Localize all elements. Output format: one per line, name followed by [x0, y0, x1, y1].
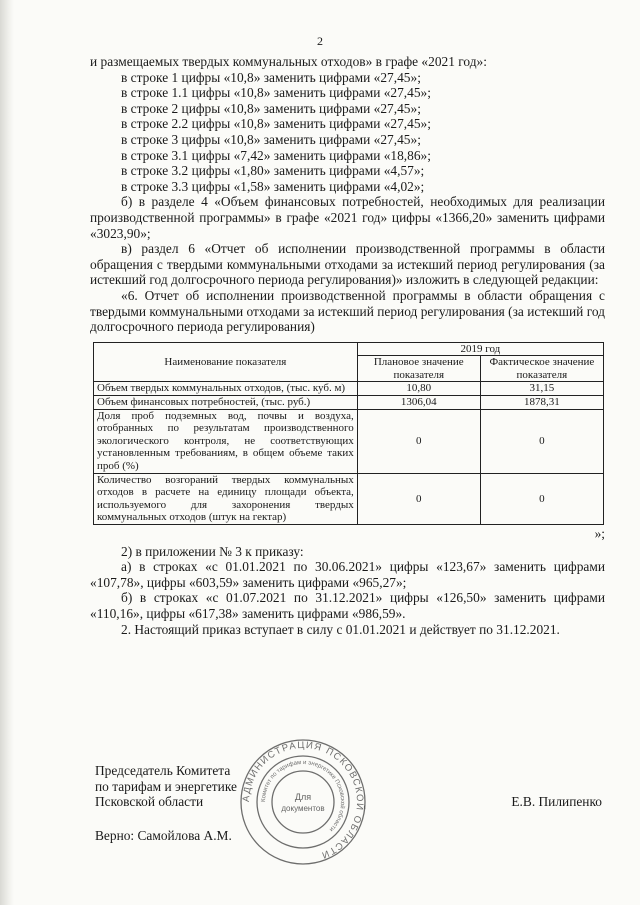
paragraph-9: в строке 3.3 цифры «1,58» заменить цифрами «4,02»; — [121, 178, 425, 194]
table-row — [94, 396, 604, 410]
paragraph-15: б) в строках «с 01.07.2021 по 31.12.2021» цифры «126,50» заменить цифрами «110,16», цифры «617,38» заменить цифрами «986,59». — [90, 590, 605, 621]
paragraph-6: в строке 3 цифры «10,8» заменить цифрами «27,45»; — [121, 131, 421, 147]
signatory-name: Е.В. Пилипенко — [511, 794, 602, 809]
stamp-outer-text: АДМИНИСТРАЦИЯ ПСКОВСКОЙ ОБЛАСТИ — [240, 739, 366, 861]
official-seal-stamp — [238, 737, 368, 867]
report-table-wrapper — [93, 342, 605, 525]
row-name: Количество возгораний твердых коммунальных отходов в расчете на единицу площади объекта, используемого для захоронения твердых коммунальных отходов (штук на гектар) — [94, 473, 358, 524]
stamp-center-line-2: документов — [281, 804, 325, 813]
table-row — [94, 473, 604, 524]
row-fact: 0 — [480, 409, 603, 473]
paragraph-3: в строке 1.1 цифры «10,8» заменить цифрами «27,45»; — [121, 85, 431, 101]
paragraph-5: в строке 2.2 цифры «10,8» заменить цифрами «27,45»; — [121, 116, 431, 132]
document-body — [90, 54, 605, 637]
paragraph-13: 2) в приложении № 3 к приказу: — [121, 543, 304, 559]
header-name: Наименование показателя — [94, 342, 358, 382]
signature-title-line-1: Председатель Комитета — [95, 763, 231, 778]
stamp-center-line-1: Для — [294, 792, 312, 802]
paragraph-7: в строке 3.1 цифры «7,42» заменить цифрами «18,86»; — [121, 147, 431, 163]
row-fact: 0 — [480, 473, 603, 524]
page-number: 2 — [317, 34, 323, 48]
paragraph-2: в строке 1 цифры «10,8» заменить цифрами «27,45»; — [121, 69, 421, 85]
row-plan: 1306,04 — [357, 396, 480, 410]
signature-title-line-2: по тарифам и энергетике — [95, 778, 237, 794]
paragraph-11: в) раздел 6 «Отчет об исполнении производственной программы в области обращения с твердыми коммунальными отходами за истекший период регулирования (за истекший год долгосрочного периода регулирования)» изложить в следующей редакции: — [90, 241, 605, 288]
paragraph-8: в строке 3.2 цифры «1,80» заменить цифрами «4,57»; — [121, 163, 425, 179]
scan-edge-shadow — [0, 0, 14, 905]
row-fact: 31,15 — [480, 382, 603, 396]
row-name: Объем финансовых потребностей, (тыс. руб.) — [94, 396, 358, 410]
closing-quote: »; — [594, 526, 605, 541]
paragraph-14: а) в строках «с 01.01.2021 по 30.06.2021» цифры «123,67» заменить цифрами «107,78», цифры «603,59» заменить цифрами «965,27»; — [90, 559, 605, 590]
stamp-inner-text: Комитет по тарифам и энергетике Псковской области — [260, 759, 346, 833]
header-year: 2019 год — [357, 342, 603, 356]
report-table — [93, 342, 604, 525]
table-row — [94, 409, 604, 473]
paragraph-1: и размещаемых твердых коммунальных отходов» в графе «2021 год»: — [90, 54, 487, 69]
table-row — [94, 382, 604, 396]
row-plan: 0 — [357, 473, 480, 524]
verno-line: Верно: Самойлова А.М. — [95, 828, 232, 843]
row-plan: 0 — [357, 409, 480, 473]
header-plan: Плановое значение показателя — [357, 356, 480, 382]
paragraph-16: 2. Настоящий приказ вступает в силу с 01.01.2021 и действует по 31.12.2021. — [121, 621, 560, 637]
paragraph-12: «6. Отчет об исполнении производственной программы в области обращения с твердыми коммунальными отходами за истекший период регулирования (за истекший год долгосрочного периода регулирования) — [90, 287, 605, 335]
row-plan: 10,80 — [357, 382, 480, 396]
header-fact: Фактическое значение показателя — [480, 356, 603, 382]
paragraph-10: б) в разделе 4 «Объем финансовых потребностей, необходимых для реализации производственной программы» в графе «2021 год» цифры «1366,20» заменить цифрами «3023,90»; — [90, 194, 605, 241]
row-name: Доля проб подземных вод, почвы и воздуха, отобранных по результатам производственного экологического контроля, не соответствующих установленным требованиям, в общем объеме таких проб (%) — [94, 409, 358, 473]
paragraph-4: в строке 2 цифры «10,8» заменить цифрами «27,45»; — [121, 100, 421, 116]
row-name: Объем твердых коммунальных отходов, (тыс. куб. м) — [94, 382, 358, 396]
signature-title-line-3: Псковской области — [95, 794, 204, 810]
row-fact: 1878,31 — [480, 396, 603, 410]
